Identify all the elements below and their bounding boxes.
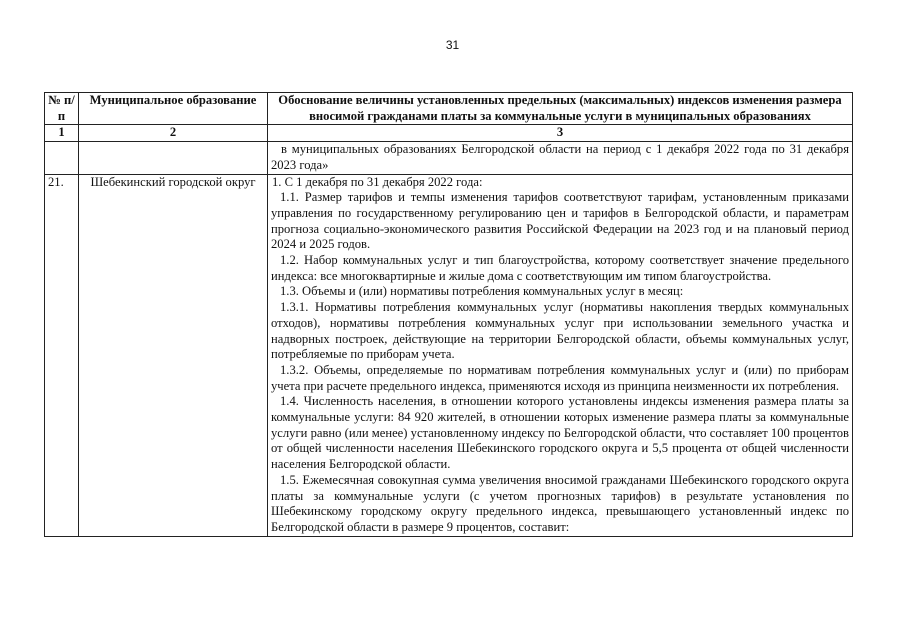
table-row [45, 174, 853, 536]
column-numbers-row [45, 125, 853, 142]
column-number-1: 1 [45, 125, 79, 142]
continuation-text: в муниципальных образованиях Белгородской области на период с 1 декабря 2022 года по 31 декабря 2023 года» [268, 142, 853, 174]
municipality-name: Шебекинский городской округ [79, 174, 268, 536]
paragraph: 1.1. Размер тарифов и темпы изменения тарифов соответствуют тарифам, установленным приказами управления по государственному регулированию цен и тарифов в Белгородской области, и параметрам прогноза социально-экономического развития Российской Федерации на 2023 год и на плановый период 2024 и 2025 годов. [271, 190, 849, 252]
paragraph: 1.3. Объемы и (или) нормативы потребления коммунальных услуг в месяц: [280, 284, 684, 299]
continuation-row [45, 142, 853, 174]
paragraph: 1.5. Ежемесячная совокупная сумма увеличения вносимой гражданами Шебекинского городского округа платы за коммунальные услуги (с учетом прогнозных тарифов) в результате установления по Шебекинскому городскому округу предельного индекса, превышающего установленный индекс по Белгородской области в размере 9 процентов, составит: [271, 472, 849, 534]
paragraph: 1.3.2. Объемы, определяемые по нормативам потребления коммунальных услуг и (или) по приборам учета при расчете предельного индекса, применяются исходя из принципа неизменности их потребления. [271, 362, 849, 393]
header-number: № п/п [45, 93, 79, 125]
row-number: 21. [45, 174, 79, 536]
column-number-2: 2 [79, 125, 268, 142]
paragraph: 1. С 1 декабря по 31 декабря 2022 года: [272, 174, 483, 189]
header-municipality: Муниципальное образование [79, 93, 268, 125]
paragraph: 1.3.1. Нормативы потребления коммунальных услуг (нормативы накопления твердых коммунальных отходов), нормативы потребления коммунальных услуг при использовании земельного участка и надворных построек, действующие на территории Белгородской области, объемы коммунальных услуг, потребляемые по приборам учета. [271, 300, 849, 362]
empty-cell [79, 142, 268, 174]
page-number: 31 [445, 38, 460, 52]
header-justification: Обоснование величины установленных предельных (максимальных) индексов изменения размера вносимой гражданами платы за коммунальные услуги в муниципальных образованиях [268, 93, 853, 125]
paragraph: 1.4. Численность населения, в отношении которого установлены индексы изменения размера платы за коммунальные услуги: 84 920 жителей, в отношении которых изменение размера платы за коммунальные услуги равно (или менее) установленному индексу по Белгородской области, что составляет 100 процентов от общей численности населения Шебекинского городского округа и 5,5 процента от общей численности населения Белгородской области. [271, 394, 849, 472]
municipal-index-table [44, 92, 853, 537]
table-header-row [45, 93, 853, 125]
paragraph: 1.2. Набор коммунальных услуг и тип благоустройства, которому соответствует значение предельного индекса: все многоквартирные и жилые дома с соответствующим им типом благоустройства. [271, 253, 849, 283]
column-number-3: 3 [268, 125, 853, 142]
empty-cell [45, 142, 79, 174]
justification-text [268, 174, 853, 536]
